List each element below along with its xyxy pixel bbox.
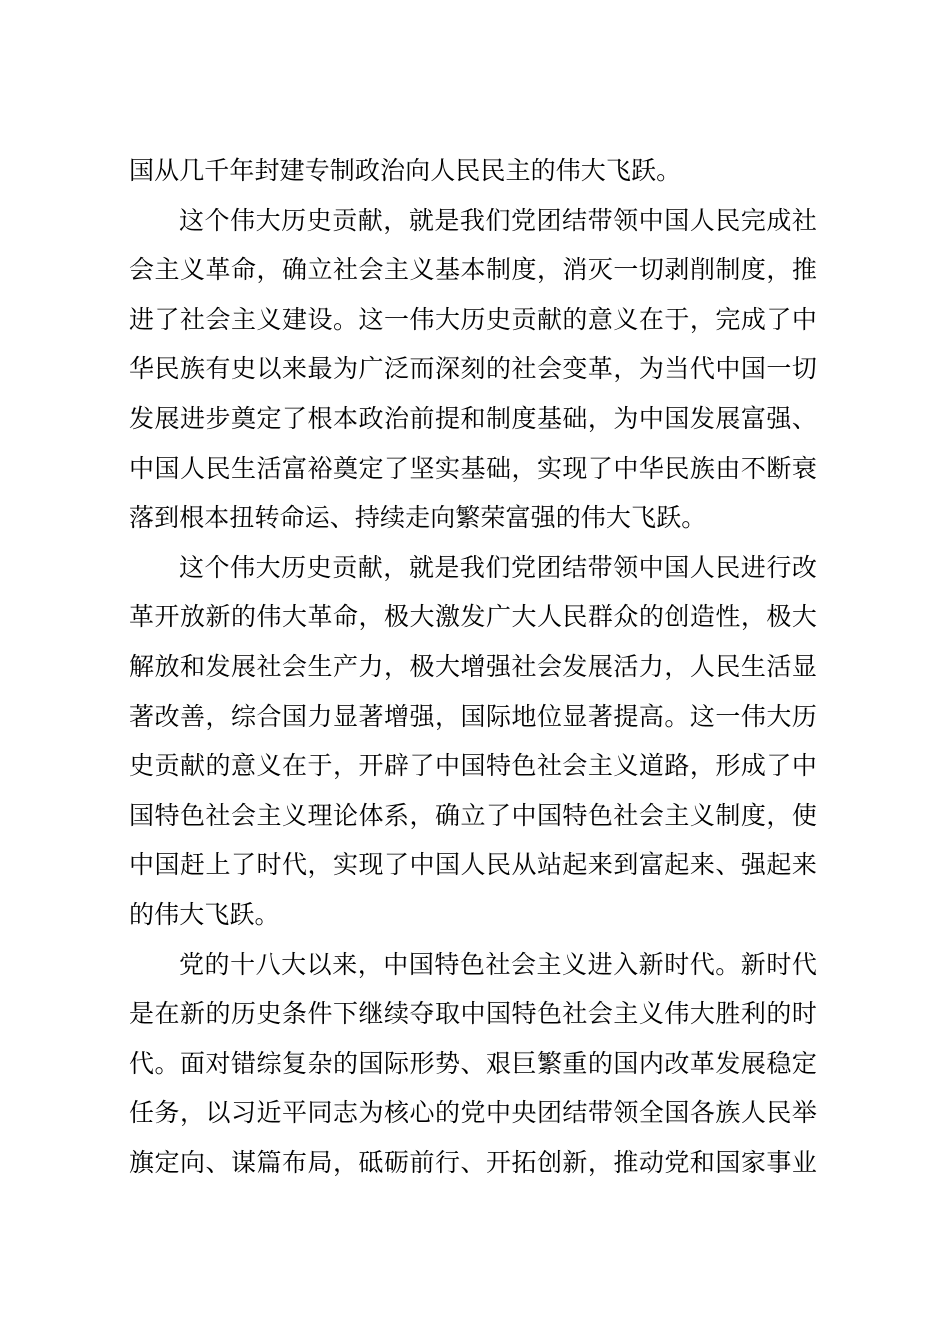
text-line: 史贡献的意义在于，开辟了中国特色社会主义道路，形成了中 xyxy=(129,751,817,781)
body-text xyxy=(129,146,817,1187)
text-line: 这个伟大历史贡献，就是我们党团结带领中国人民进行改 xyxy=(179,552,817,582)
text-line: 的伟大飞跃。 xyxy=(129,899,280,929)
text-line: 这个伟大历史贡献，就是我们党团结带领中国人民完成社 xyxy=(179,205,817,235)
text-line: 华民族有史以来最为广泛而深刻的社会变革，为当代中国一切 xyxy=(129,354,817,384)
text-line: 著改善，综合国力显著增强，国际地位显著提高。这一伟大历 xyxy=(129,701,817,731)
text-line: 国特色社会主义理论体系，确立了中国特色社会主义制度，使 xyxy=(129,800,817,830)
text-line: 革开放新的伟大革命，极大激发广大人民群众的创造性，极大 xyxy=(129,602,817,632)
text-line: 代。面对错综复杂的国际形势、艰巨繁重的国内改革发展稳定 xyxy=(129,1048,817,1078)
text-line: 中国人民生活富裕奠定了坚实基础，实现了中华民族由不断衰 xyxy=(129,453,817,483)
text-line: 会主义革命，确立社会主义基本制度，消灭一切剥削制度，推 xyxy=(129,255,817,285)
text-line: 国从几千年封建专制政治向人民民主的伟大飞跃。 xyxy=(129,156,682,185)
text-line: 进了社会主义建设。这一伟大历史贡献的意义在于，完成了中 xyxy=(129,304,817,334)
text-line: 中国赶上了时代，实现了中国人民从站起来到富起来、强起来 xyxy=(129,850,817,880)
text-line: 发展进步奠定了根本政治前提和制度基础，为中国发展富强、 xyxy=(129,403,817,433)
text-line: 解放和发展社会生产力，极大增强社会发展活力，人民生活显 xyxy=(129,651,817,681)
text-line: 落到根本扭转命运、持续走向繁荣富强的伟大飞跃。 xyxy=(129,503,707,533)
text-line: 旗定向、谋篇布局，砥砺前行、开拓创新，推动党和国家事业 xyxy=(129,1147,817,1177)
text-line: 任务，以习近平同志为核心的党中央团结带领全国各族人民举 xyxy=(129,1098,817,1128)
text-line: 党的十八大以来，中国特色社会主义进入新时代。新时代 xyxy=(179,949,817,979)
text-line: 是在新的历史条件下继续夺取中国特色社会主义伟大胜利的时 xyxy=(129,999,817,1029)
